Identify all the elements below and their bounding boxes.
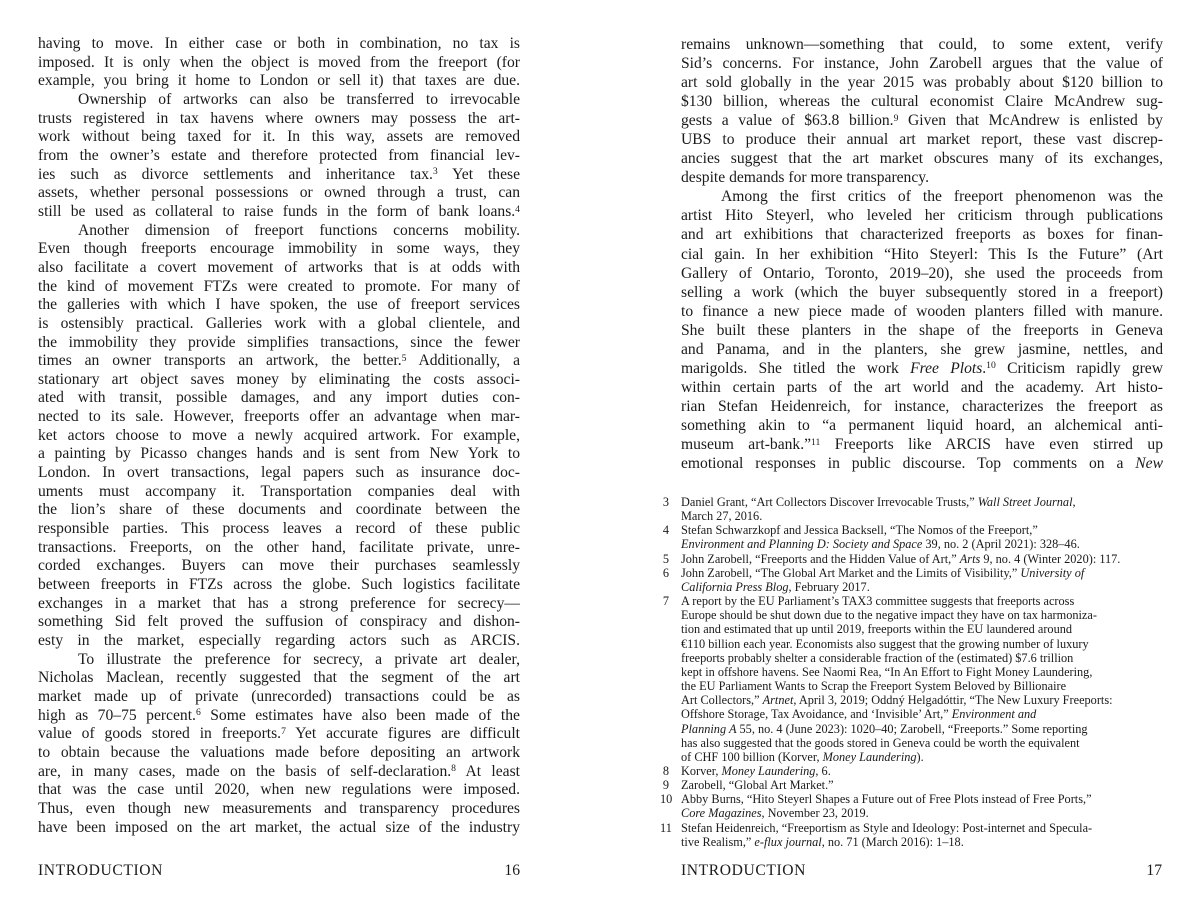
paragraph xyxy=(681,187,1163,473)
text-run: ancies suggest that the art market obscures many of its exchanges, xyxy=(681,150,1163,168)
paragraph xyxy=(681,35,1163,187)
footnote-ref: 3 xyxy=(432,166,438,178)
footnote-line xyxy=(681,622,1160,636)
footnote-line xyxy=(681,778,1160,792)
text-line xyxy=(681,378,1163,397)
italic-text: Free Plots xyxy=(910,359,983,377)
italic-text: Environment and xyxy=(951,707,1037,722)
paragraph xyxy=(38,222,520,651)
italic-text: Money Laundering xyxy=(721,763,816,778)
italic-text: California Press Blog xyxy=(681,579,789,594)
footnote-ref: 10 xyxy=(986,360,996,372)
italic-text: Money Laundering xyxy=(822,749,917,764)
text-line xyxy=(38,763,520,782)
text-run: emotional responses in public discourse. Top comments on a xyxy=(681,455,1136,473)
text-line xyxy=(38,651,520,670)
text-line xyxy=(681,435,1163,454)
text-run: Daniel Grant, “Art Collectors Discover Irrevocable Trusts,” xyxy=(681,495,978,509)
footnote xyxy=(660,821,1160,849)
text-run: Another dimension of freeport functions concerns mobility. xyxy=(78,221,520,239)
text-run: of CHF 100 billion (Korver, xyxy=(681,749,823,764)
text-run: value of goods stored in freeports. xyxy=(38,725,282,743)
paragraph xyxy=(38,35,520,91)
footnote-line xyxy=(681,821,1160,835)
text-run: tion and estimated that up until 2019, freeports within the EU laundered around xyxy=(681,622,1073,637)
text-line xyxy=(38,408,520,427)
footnote xyxy=(660,594,1160,764)
text-run: Even though freeports encourage immobility in some ways, they xyxy=(38,240,520,258)
italic-text: Wall Street Journal xyxy=(977,495,1073,509)
text-line xyxy=(681,321,1163,340)
text-run: To illustrate the preference for secrecy, a private art dealer, xyxy=(78,650,520,668)
text-run: exchanges in a market that has a strong preference for secrecy— xyxy=(38,594,520,612)
text-run: Additionally, a xyxy=(406,352,520,370)
text-run: cial gain. In her exhibition “Hito Steyerl: This Is the Future” (Art xyxy=(681,245,1163,263)
footnote-number: 8 xyxy=(662,763,669,778)
text-run: the kind of movement FTZs were created to promote. For many of xyxy=(38,277,520,295)
text-line xyxy=(38,539,520,558)
text-line xyxy=(38,296,520,315)
text-run: , xyxy=(1072,495,1076,509)
footnote-number: 9 xyxy=(662,778,669,793)
text-line xyxy=(38,315,520,334)
text-run: Thus, even though new measurements and transparency procedures xyxy=(38,799,520,817)
footnote-line xyxy=(681,665,1160,679)
footnote-line xyxy=(681,835,1160,849)
footnote-number: 10 xyxy=(660,792,673,807)
footnote-line xyxy=(681,693,1160,707)
text-run: London. In overt transactions, legal papers such as insurance doc- xyxy=(38,464,520,482)
text-run: and Panama, and in the planters, she grew jasmine, nettles, and xyxy=(681,340,1163,358)
text-run: Stefan Schwarzkopf and Jessica Backsell, “The Nomos of the Freeport,” xyxy=(681,523,1038,538)
text-line xyxy=(681,454,1163,473)
text-line xyxy=(681,111,1163,130)
text-run: UBS to produce their annual art market report, these vast discrep- xyxy=(681,131,1163,149)
text-run: still be used as collateral to raise funds in the form of bank loans. xyxy=(38,202,516,220)
footnote-ref: 7 xyxy=(281,725,286,737)
running-head: INTRODUCTION xyxy=(38,862,164,879)
text-line xyxy=(38,744,520,763)
text-line xyxy=(681,187,1163,206)
footnote-number: 3 xyxy=(662,495,669,509)
text-run: Abby Burns, “Hito Steyerl Shapes a Future out of Free Plots instead of Free Ports,” xyxy=(681,792,1092,807)
footnote-line xyxy=(681,806,1160,820)
text-run: the EU Parliament Wants to Scrap the Freeport System Beloved by Billionaire xyxy=(681,679,1067,694)
text-run: something Sid felt proved the suffusion of conspiracy and dishon- xyxy=(38,613,520,631)
text-run: Offshore Storage, Tax Avoidance, and ‘Invisible’ Art,” xyxy=(681,707,952,722)
text-run: example, you bring it home to London or sell it) that taxes are due. xyxy=(38,72,520,90)
text-line xyxy=(38,203,520,222)
text-run: Yet these xyxy=(437,165,520,183)
page-number: 16 xyxy=(504,862,520,879)
text-line xyxy=(38,259,520,278)
footnote-ref: 4 xyxy=(515,203,520,215)
text-run: ies such as divorce settlements and inheritance tax. xyxy=(38,165,433,183)
italic-text: New xyxy=(1135,455,1163,473)
text-run: selling a work (which the buyer subsequently stored in a freeport) xyxy=(681,283,1163,301)
text-run: Ownership of artworks can also be transferred to irrevocable xyxy=(78,90,520,108)
footnote xyxy=(660,552,1160,566)
text-run: remains unknown—something that could, to some extent, verify xyxy=(681,36,1163,53)
text-line xyxy=(38,781,520,800)
footnote-line xyxy=(681,566,1160,580)
text-run: ated with transit, possible damages, and any import duties con- xyxy=(38,389,520,407)
text-run: esty in the market, especially regarding actors such as ARCIS. xyxy=(38,632,520,649)
text-line xyxy=(38,184,520,203)
text-run: , 6. xyxy=(815,763,831,778)
footnote-line xyxy=(681,679,1160,693)
text-line xyxy=(681,359,1163,378)
text-run: has also suggested that the goods stored in Geneva could be worth the equivalent xyxy=(681,735,1080,750)
text-line xyxy=(38,520,520,539)
footnote-line xyxy=(681,722,1160,736)
text-run: , February 2017. xyxy=(788,579,870,594)
text-run: tive Realism,” xyxy=(681,834,755,849)
text-run: the immobility they provide simplifies transactions, since the fewer xyxy=(38,333,520,351)
footnote xyxy=(660,495,1160,523)
text-run: also facilitate a covert movement of artworks that is at odds with xyxy=(38,258,520,276)
text-run: 39, no. 2 (April 2021): 328–46. xyxy=(922,537,1080,552)
text-line xyxy=(38,557,520,576)
text-run: work without being taxed for it. In this way, assets are removed xyxy=(38,128,520,146)
text-line xyxy=(38,427,520,446)
text-line xyxy=(38,707,520,726)
text-run: the galleries with which I have spoken, the use of freeport services xyxy=(38,296,520,314)
text-run: 55, no. 4 (June 2023): 1020–40; Zarobell, “Freeports.” Some reporting xyxy=(736,721,1088,736)
text-run: corded exchanges. Buyers can move their purchases seamlessly xyxy=(38,557,520,575)
text-line xyxy=(681,54,1163,73)
body-text xyxy=(681,35,1163,473)
text-line xyxy=(38,800,520,819)
footnote xyxy=(660,566,1160,594)
text-line xyxy=(681,264,1163,283)
text-line xyxy=(681,35,1163,54)
text-run: She built these planters in the shape of the freeports in Geneva xyxy=(681,321,1163,339)
text-line xyxy=(38,819,520,838)
footnote-line xyxy=(681,750,1160,764)
italic-text: Planning A xyxy=(681,721,737,736)
footnote-ref: 11 xyxy=(811,436,821,448)
footnote-number: 5 xyxy=(662,551,669,566)
text-run: March 27, 2016. xyxy=(681,509,763,524)
text-run: to finance a new piece made of wooden planters filled with manure. xyxy=(681,302,1163,320)
text-run: have been imposed on the art market, the actual size of the industry xyxy=(38,818,520,836)
text-run: A report by the EU Parliament’s TAX3 committee suggests that freeports across xyxy=(681,594,1075,609)
text-run: Europe should be shut down due to the negative impact they have on tax harmoniza- xyxy=(681,608,1097,623)
text-line xyxy=(681,73,1163,92)
text-run: the lion’s share of these documents and coordinate between the xyxy=(38,501,520,519)
text-run: marigolds. She titled the work xyxy=(681,359,911,377)
text-run: At least xyxy=(455,762,520,780)
page-number: 17 xyxy=(1146,862,1162,879)
text-run: ). xyxy=(916,749,924,764)
text-run: Among the first critics of the freeport phenomenon was the xyxy=(721,188,1163,206)
text-line xyxy=(681,149,1163,168)
text-line xyxy=(38,240,520,259)
text-run: despite demands for more transparency. xyxy=(681,169,929,187)
text-line xyxy=(38,613,520,632)
text-run: assets, whether personal possessions or owned through a trust, can xyxy=(38,184,520,202)
text-run: from the owner’s estate and therefore protected from financial lev- xyxy=(38,146,520,164)
footnote-number: 4 xyxy=(662,523,669,538)
text-line xyxy=(681,92,1163,111)
text-run: ket actors choose to move a newly acquired artwork. For example, xyxy=(38,426,520,444)
footnote-line xyxy=(681,537,1160,551)
text-line xyxy=(38,352,520,371)
text-run: John Zarobell, “The Global Art Market and the Limits of Visibility,” xyxy=(681,565,1021,580)
footnote xyxy=(660,523,1160,551)
text-run: Nicholas Maclean, recently suggested that the segment of the art xyxy=(38,669,520,687)
text-line xyxy=(681,283,1163,302)
text-line xyxy=(38,91,520,110)
text-run: . xyxy=(982,359,987,377)
text-run: a painting by Picasso changes hands and is sent from New York to xyxy=(38,445,520,463)
text-run: stationary art object saves money by eliminating the costs associ- xyxy=(38,370,520,388)
footnote-line xyxy=(681,651,1160,665)
text-run: , November 23, 2019. xyxy=(761,806,869,821)
text-line xyxy=(38,576,520,595)
footnote-ref: 5 xyxy=(401,352,407,364)
text-line xyxy=(38,110,520,129)
text-line xyxy=(38,632,520,651)
text-line xyxy=(38,669,520,688)
text-run: Some estimates have also been made of the xyxy=(200,706,520,724)
text-line xyxy=(38,334,520,353)
text-run: to obtain because the valuations made before depositing an artwork xyxy=(38,743,520,761)
text-run: having to move. In either case or both in combination, no tax is xyxy=(38,35,520,52)
italic-text: e-flux journal xyxy=(754,834,822,849)
text-run: trusts registered in tax havens where owners may possess the art- xyxy=(38,109,520,127)
text-run: and art exhibitions that characterized freeports as boxes for finan- xyxy=(681,226,1163,244)
text-line xyxy=(38,147,520,166)
text-line xyxy=(38,35,520,54)
text-line xyxy=(681,245,1163,264)
footnote xyxy=(660,792,1160,820)
text-run: between freeports in FTZs across the globe. Such logistics facilitate xyxy=(38,576,520,594)
text-run: €110 billion each year. Economists also suggest that the growing number of luxury xyxy=(681,636,1089,651)
text-run: Zarobell, “Global Art Market.” xyxy=(681,778,834,793)
footnote-ref: 8 xyxy=(451,763,456,775)
footnote-line xyxy=(681,552,1160,566)
text-run: Freeports like ARCIS have even stirred up xyxy=(820,435,1163,453)
text-run: Sid’s concerns. For instance, John Zarobell argues that the value of xyxy=(681,55,1163,73)
text-run: artist Hito Steyerl, who leveled her criticism through publications xyxy=(681,207,1163,225)
footnote xyxy=(660,778,1160,792)
text-run: , no. 71 (March 2016): 1–18. xyxy=(821,834,964,849)
text-run: within certain parts of the art world and the academy. Art histo- xyxy=(681,378,1163,396)
text-run: uments must accompany it. Transportation companies deal with xyxy=(38,482,520,500)
footnote-ref: 9 xyxy=(893,112,899,124)
text-run: Stefan Heidenreich, “Freeportism as Style and Ideology: Post-internet and Specula- xyxy=(681,820,1093,835)
text-run: market made up of private (unrecorded) transactions could be as xyxy=(38,687,520,705)
text-run: Given that McAndrew is enlisted by xyxy=(898,112,1163,130)
body-text xyxy=(38,35,520,837)
text-run: nected to its sale. However, freeports offer an advantage when mar- xyxy=(38,408,520,426)
text-run: , April 3, 2019; Oddný Helgadóttir, “The New Luxury Freeports: xyxy=(793,693,1113,708)
text-line xyxy=(38,501,520,520)
text-line xyxy=(38,595,520,614)
footnote-line xyxy=(681,509,1160,523)
footnote-number: 7 xyxy=(662,594,669,609)
footnote-line xyxy=(681,523,1160,537)
footnote-line xyxy=(681,580,1160,594)
text-line xyxy=(681,416,1163,435)
footnote-ref: 6 xyxy=(195,707,201,719)
italic-text: Arts xyxy=(959,551,981,566)
text-run: kept in offshore havens. See Naomi Rea, “In An Effort to Fight Money Laundering, xyxy=(681,664,1093,679)
text-line xyxy=(38,72,520,91)
text-line xyxy=(681,168,1163,187)
footnotes xyxy=(660,495,1160,849)
footnote xyxy=(660,764,1160,778)
italic-text: Core Magazines xyxy=(681,806,762,821)
text-run: museum art-bank.” xyxy=(681,435,812,453)
text-run: is ostensibly practical. Galleries work with a global clientele, and xyxy=(38,314,520,332)
text-line xyxy=(681,130,1163,149)
footnote-line xyxy=(681,637,1160,651)
text-line xyxy=(38,688,520,707)
text-run: that was the case until 2020, when new regulations were imposed. xyxy=(38,781,520,799)
footnote-number: 11 xyxy=(660,820,672,835)
italic-text: University of xyxy=(1020,565,1085,580)
text-run: rian Stefan Heidenreich, for instance, characterizes the freeport as xyxy=(681,397,1163,415)
text-run: transactions. Freeports, on the other hand, facilitate private, unre- xyxy=(38,538,520,556)
footnote-line xyxy=(681,736,1160,750)
text-line xyxy=(681,340,1163,359)
text-run: 9, no. 4 (Winter 2020): 117. xyxy=(980,551,1121,566)
text-line xyxy=(38,128,520,147)
text-run: Gallery of Ontario, Toronto, 2019–20), she used the proceeds from xyxy=(681,264,1163,282)
text-run: Yet accurate figures are difficult xyxy=(285,725,520,743)
text-run: $130 billion, whereas the cultural economist Claire McAndrew sug- xyxy=(681,93,1163,111)
text-run: Art Collectors,” xyxy=(681,693,763,708)
text-line xyxy=(681,397,1163,416)
text-run: high as 70–75 percent. xyxy=(38,706,196,724)
text-line xyxy=(38,725,520,744)
text-line xyxy=(38,389,520,408)
text-line xyxy=(681,225,1163,244)
text-line xyxy=(681,206,1163,225)
text-line xyxy=(38,166,520,185)
text-run: responsible parties. This process leaves a record of these public xyxy=(38,520,520,538)
text-run: Criticism rapidly grew xyxy=(995,359,1163,377)
italic-text: Artnet xyxy=(762,693,794,708)
text-line xyxy=(38,483,520,502)
text-run: art sold globally in the year 2015 was probably about $120 billion to xyxy=(681,74,1163,92)
text-run: something akin to “a permanent liquid hoard, an alchemical anti- xyxy=(681,416,1163,434)
text-line xyxy=(681,302,1163,321)
paragraph xyxy=(38,91,520,222)
right-page xyxy=(600,0,1200,912)
footnote-line xyxy=(681,707,1160,721)
text-line xyxy=(38,464,520,483)
footnote-line xyxy=(681,792,1160,806)
text-run: Korver, xyxy=(681,763,722,778)
text-line xyxy=(38,54,520,73)
footnote-line xyxy=(681,495,1160,509)
footnote-number: 6 xyxy=(662,565,669,580)
text-run: times an owner transports an artwork, the better. xyxy=(38,352,402,370)
text-run: are, in many cases, made on the basis of self-declaration. xyxy=(38,762,452,780)
text-run: gests a value of $63.8 billion. xyxy=(681,112,894,130)
text-line xyxy=(38,222,520,241)
text-run: John Zarobell, “Freeports and the Hidden Value of Art,” xyxy=(681,551,960,566)
paragraph xyxy=(38,651,520,838)
text-run: imposed. It is only when the object is moved from the freeport (for xyxy=(38,53,520,71)
italic-text: Environment and Planning D: Society and Space xyxy=(681,537,923,552)
text-line xyxy=(38,445,520,464)
text-run: freeports probably shelter a considerable fraction of the (estimated) $7.6 trillion xyxy=(681,650,1074,665)
footnote-line xyxy=(681,764,1160,778)
text-line xyxy=(38,371,520,390)
footnote-line xyxy=(681,594,1160,608)
footnote-line xyxy=(681,608,1160,622)
running-head: INTRODUCTION xyxy=(681,862,807,879)
text-line xyxy=(38,278,520,297)
